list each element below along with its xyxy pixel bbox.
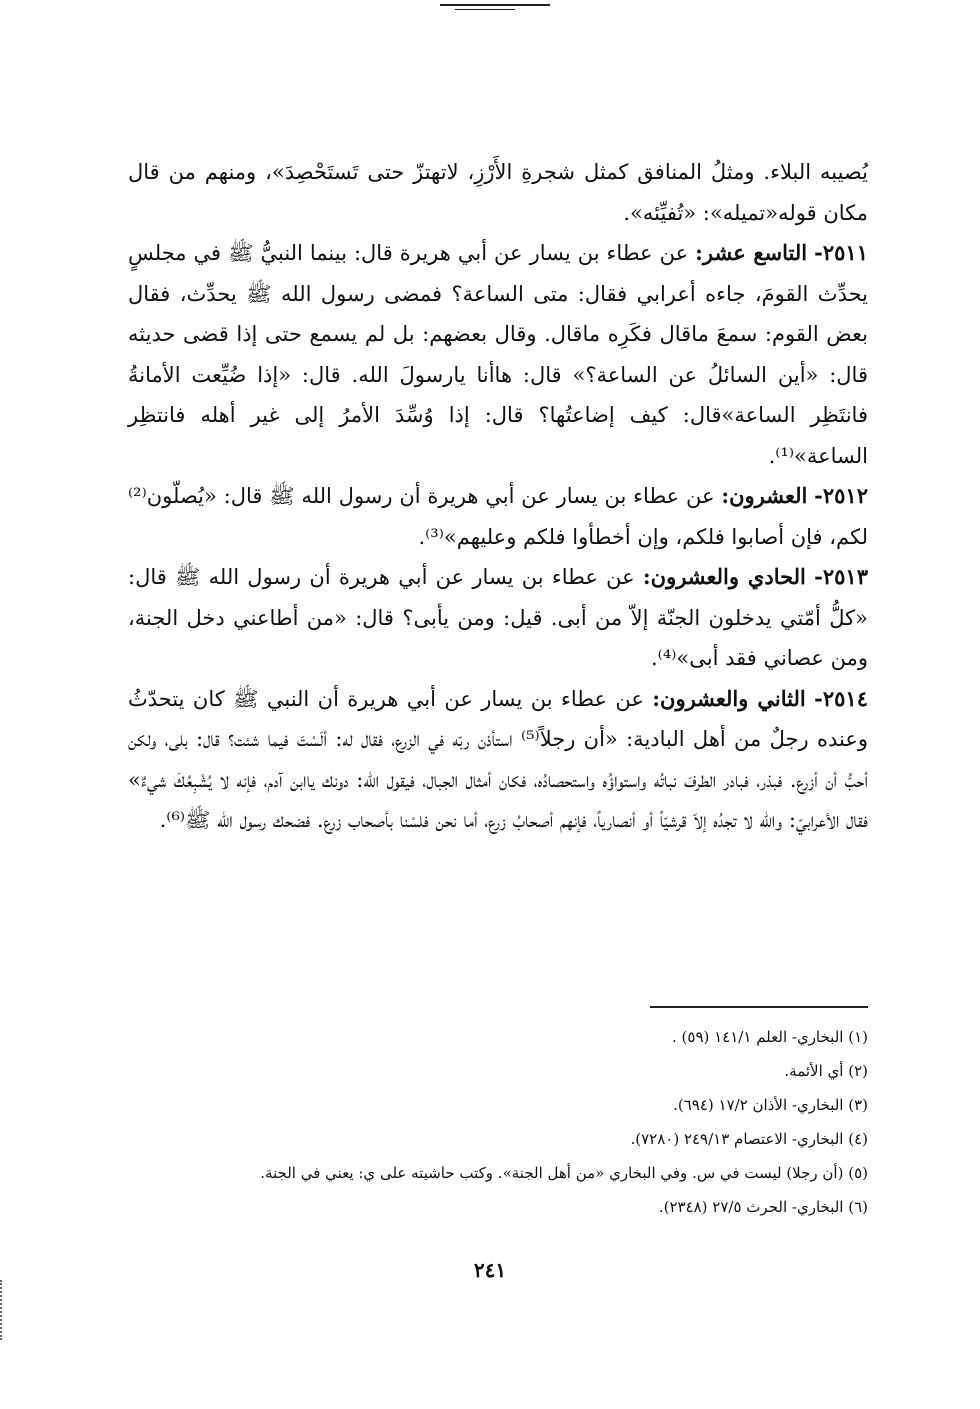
- hadith-2514: [128, 679, 868, 841]
- hadith-text: عن عطاء بن يسار عن أبي هريرة أن النبي ﷺ كان يتحدّثُ وعنده رجلٌ من أهل البادية: «أن رجلاً⁽⁵⁾ استأذن ربّه في الزرع، فقال له: ألَسْتَ فيما شئت؟ قال: بلى، ولكن أحبُّ أن أزرع. فبذر، فبادر الطرفَ نباتُه واستواؤُه واستحصادُه، فكان أمثال الجبال، فيقول الله: دونك ياابن آدم، فإنه لا يُشْبِعُكَ شيءٌ» فقال الأعرابيّ: والله لا تجدُه إلاّ قرشيّاً أو أنصارياً، فإنهم أصحابُ زرع، أما نحن فلسْنا بأصحاب زرع. فضحك رسول الله ﷺ⁽⁶⁾.: [128, 686, 868, 832]
- footnote-1: (١) البخاري- العلم ١٤١/١ (٥٩) .: [672, 1028, 868, 1046]
- hadith-text: عن عطاء بن يسار عن أبي هريرة قال: بينما النبيُّ ﷺ في مجلسٍ يحدِّث القومَ، جاءه أعرابي فقال: متى الساعة؟ فمضى رسول الله ﷺ يحدِّث، فقال بعض القوم: سمعَ ماقال فكَرِه ماقال. وقال بعضهم: بل لم يسمع حتى إذا قضى حديثه قال: «أين السائلُ عن الساعة؟» قال: هاأنا يارسولَ الله. قال: «إذا ضُيِّعت الأمانةُ فانتَظِر الساعة»قال: كيف إضاعتُها؟ قال: إذا وُسِّدَ الأمرُ إلى غير أهله فانتظِر الساعة»⁽¹⁾.: [128, 241, 868, 468]
- top-rule-short: [455, 9, 515, 10]
- main-text: [128, 152, 868, 841]
- hadith-title: الحادي والعشرون:: [642, 564, 806, 589]
- paragraph-text: يُصيبه البلاء. ومثلُ المنافق كمثل شجرةِ الأَرْزِ، لاتهتزّ حتى تَستَحْصِدَ»، ومنهم من قال مكان قوله«تميله»: «تُفيِّئه».: [128, 160, 868, 225]
- hadith-number: ٢٥١١-: [814, 240, 868, 265]
- hadith-2512: [128, 476, 868, 557]
- hadith-title: التاسع عشر:: [695, 240, 808, 265]
- hadith-number: ٢٥١٢-: [814, 483, 868, 508]
- paragraph-continuation: [128, 152, 868, 233]
- margin-marks: [0, 1280, 5, 1340]
- hadith-text: عن عطاء بن يسار عن أبي هريرة أن رسول الله ﷺ قال: «كلُّ أمّتي يدخلون الجنّة إلاّ من أبى. قيل: ومن يأبى؟ قال: «من أطاعني دخل الجنة، ومن عصاني فقد أبى»⁽⁴⁾.: [128, 565, 868, 670]
- footnotes: [160, 1020, 868, 1224]
- footnote-separator: [650, 1006, 868, 1008]
- hadith-2513: [128, 557, 868, 679]
- footnote-3: (٣) البخاري- الأذان ١٧/٢ (٦٩٤).: [673, 1096, 868, 1114]
- hadith-number: ٢٥١٣-: [814, 564, 868, 589]
- footnote-5: (٥) (أن رجلا) ليست في س. وفي البخاري «من أهل الجنة». وكتب حاشيته على ي: يعني في الجنة.: [260, 1164, 868, 1182]
- hadith-number: ٢٥١٤-: [814, 685, 868, 711]
- hadith-title: العشرون:: [721, 483, 808, 508]
- page-number: ٢٤١: [473, 1258, 507, 1282]
- hadith-title: الثاني والعشرون:: [652, 685, 806, 711]
- footnote-2: (٢) أي الأئمة.: [784, 1062, 868, 1080]
- hadith-text: عن عطاء بن يسار عن أبي هريرة أن رسول الله ﷺ قال: «يُصلّون⁽²⁾ لكم، فإن أصابوا فلكم، وإن أخطأوا فلكم وعليهم»⁽³⁾.: [128, 484, 868, 549]
- footnote-4: (٤) البخاري- الاعتصام ٢٤٩/١٣ (٧٢٨٠).: [630, 1130, 868, 1148]
- footnote-6: (٦) البخاري- الحرث ٢٧/٥ (٢٣٤٨).: [658, 1198, 868, 1216]
- top-rule: [440, 4, 550, 6]
- hadith-2511: [128, 233, 868, 476]
